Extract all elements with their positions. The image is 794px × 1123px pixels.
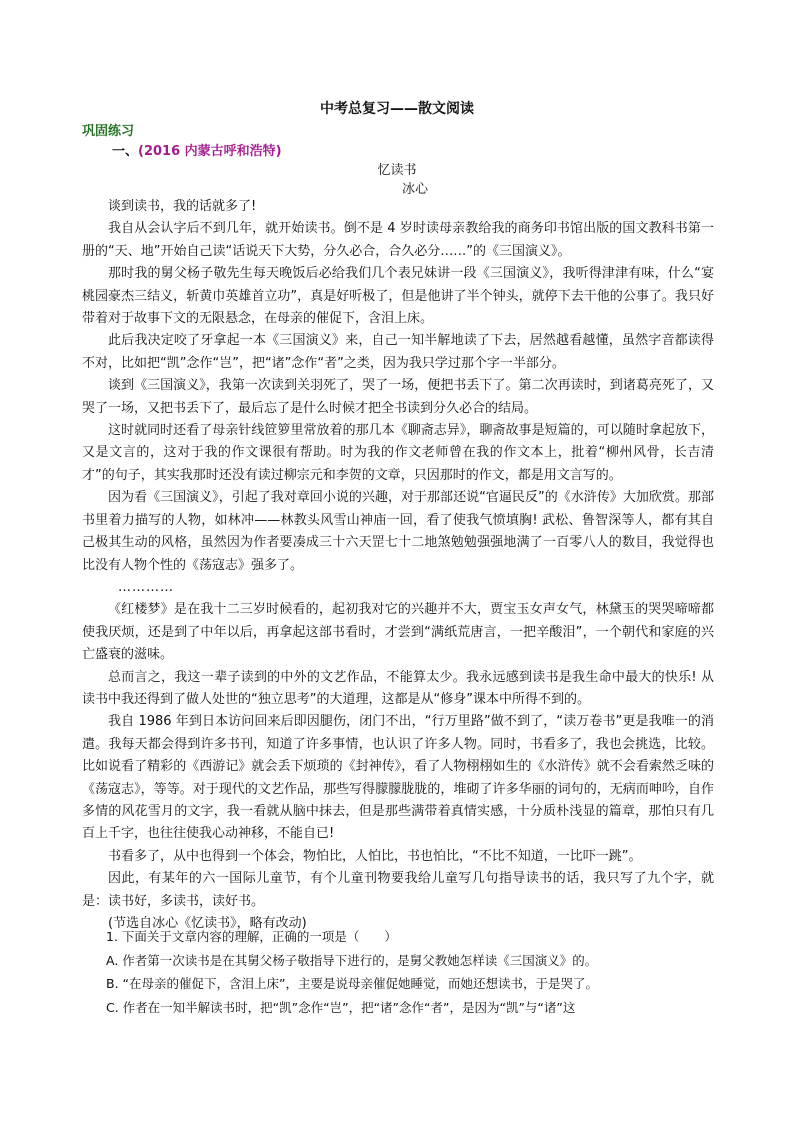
paragraph: 那时我的舅父杨子敬先生每天晚饭后必给我们几个表兄妹讲一段《三国演义》，我听得津津有味，什么“宴桃园豪杰三结义，斩黄巾英雄首立功”，真是好听极了，但是他讲了半个钟头，就停下去干他的公事了。我只好带着对于故事下文的无限悬念，在母亲的催促下，含泪上床。 bbox=[82, 266, 714, 327]
source-note: (节选自冰心《忆读书》，略有改动) bbox=[108, 916, 307, 931]
section-label: 巩固练习 bbox=[82, 124, 135, 139]
question-source: (2016 内蒙古呼和浩特) bbox=[138, 144, 282, 159]
option-b: B. “在母亲的催促下，含泪上床”，主要是说母亲催促她睡觉，而她还想读书，于是哭了。 bbox=[106, 976, 598, 991]
paragraph: 这时就同时还看了母亲针线笸箩里常放着的那几本《聊斋志异》，聊斋故事是短篇的，可以随时拿起放下，又是文言的，这对于我的作文课很有帮助。时为我的作文老师曾在我的作文本上，批着“柳州风骨，长吉清才”的句子，其实我那时还没有读过柳宗元和李贺的文章，只因那时的作文，都是用文言写的。 bbox=[82, 423, 714, 483]
paragraph: 我自从会认字后不到几年，就开始读书。倒不是 4 岁时读母亲教给我的商务印书馆出版的国文教科书第一册的“天、地”开始自己读“话说天下大势，分久必合，合久必分……”的《三国演义》。 bbox=[82, 221, 714, 259]
question-heading bbox=[112, 140, 282, 159]
essay-author: 冰心 bbox=[402, 182, 429, 197]
option-a: A. 作者第一次读书是在其舅父杨子敬指导下进行的，是舅父教她怎样读《三国演义》的。 bbox=[106, 952, 598, 968]
document-title: 中考总复习——散文阅读 bbox=[320, 101, 474, 117]
essay-body bbox=[82, 196, 714, 935]
question-number: 一、 bbox=[112, 144, 139, 159]
paragraph: 我自 1986 年到日本访问回来后即因腿伤，闭门不出，“行万里路”做不到了，“读万卷书”更是我唯一的消遣。我每天都会得到许多书刊，知道了许多事情，也认识了许多人物。同时，书看多了，我也会挑选，比较。比如说看了精彩的《西游记》就会丢下烦琐的《封神传》，看了人物栩栩如生的《水浒传》就不会看索然乏味的《荡寇志》，等等。对于现代的文艺作品，那些写得朦朦胧胧的，堆砌了许多华丽的词句的，无病而呻吟，自作多情的风花雪月的文字，我一看就从脑中抹去，但是那些满带着真情实感，十分质朴浅显的篇章，那怕只有几百上千字，也往往使我心动神移，不能自已! bbox=[82, 714, 714, 842]
paragraph: 因此，有某年的六一国际儿童节，有个儿童刊物要我给儿童写几句指导读书的话，我只写了九个字，就是：读书好，多读书，读好书。 bbox=[82, 871, 714, 909]
paragraph: 《红楼梦》是在我十二三岁时候看的，起初我对它的兴趣并不大，贾宝玉女声女气，林黛玉的哭哭啼啼都使我厌烦，还是到了中年以后，再拿起这部书看时，才尝到“满纸荒唐言，一把辛酸泪”，一个朝代和家庭的兴亡盛衰的滋味。 bbox=[82, 602, 714, 663]
paragraph: 谈到《三国演义》，我第一次读到关羽死了，哭了一场，便把书丢下了。第二次再读时，到诸葛亮死了，又哭了一场，又把书丢下了，最后忘了是什么时候才把全书读到分久必合的结局。 bbox=[82, 378, 714, 416]
paragraph: 因为看《三国演义》，引起了我对章回小说的兴趣，对于那部还说“官逼民反”的《水浒传》大加欣赏。那部书里着力描写的人物，如林冲——林教头风雪山神庙一回，看了使我气愤填胸! 武松、鲁智深等人，都有其自己极其生动的风格，虽然因为作者要凑成三十六天罡七十二地煞勉勉强强地满了一百零八人的数目，我觉得也比没有人物个性的《荡寇志》强多了。 bbox=[82, 490, 714, 573]
essay-title: 忆读书 bbox=[377, 163, 417, 178]
paragraph: 书看多了，从中也得到一个体会，物怕比，人怕比，书也怕比，“不比不知道，一比吓一跳”。 bbox=[108, 848, 642, 864]
question-block bbox=[106, 925, 714, 1019]
paragraph: 谈到读书，我的话就多了! bbox=[108, 199, 257, 214]
question-stem: 1. 下面关于文章内容的理解，正确的一项是（ ） bbox=[106, 929, 397, 944]
paragraph: 总而言之，我这一辈子读到的中外的文艺作品，不能算太少。我永远感到读书是我生命中最大的快乐! 从读书中我还得到了做人处世的“独立思考”的大道理，这都是从“修身”课本中所得不到的。 bbox=[82, 669, 714, 707]
omission-mark: ………… bbox=[118, 579, 174, 595]
paragraph: 此后我决定咬了牙拿起一本《三国演义》来，自己一知半解地读了下去，居然越看越懂，虽然字音都读得不对，比如把“凯”念作“岂”，把“诸”念作“者”之类，因为我只学过那个字一半部分。 bbox=[82, 333, 714, 371]
option-c: C. 作者在一知半解读书时，把“凯”念作“岂”，把“诸”念作“者”，是因为“凯”与“诸”这 bbox=[106, 999, 576, 1015]
